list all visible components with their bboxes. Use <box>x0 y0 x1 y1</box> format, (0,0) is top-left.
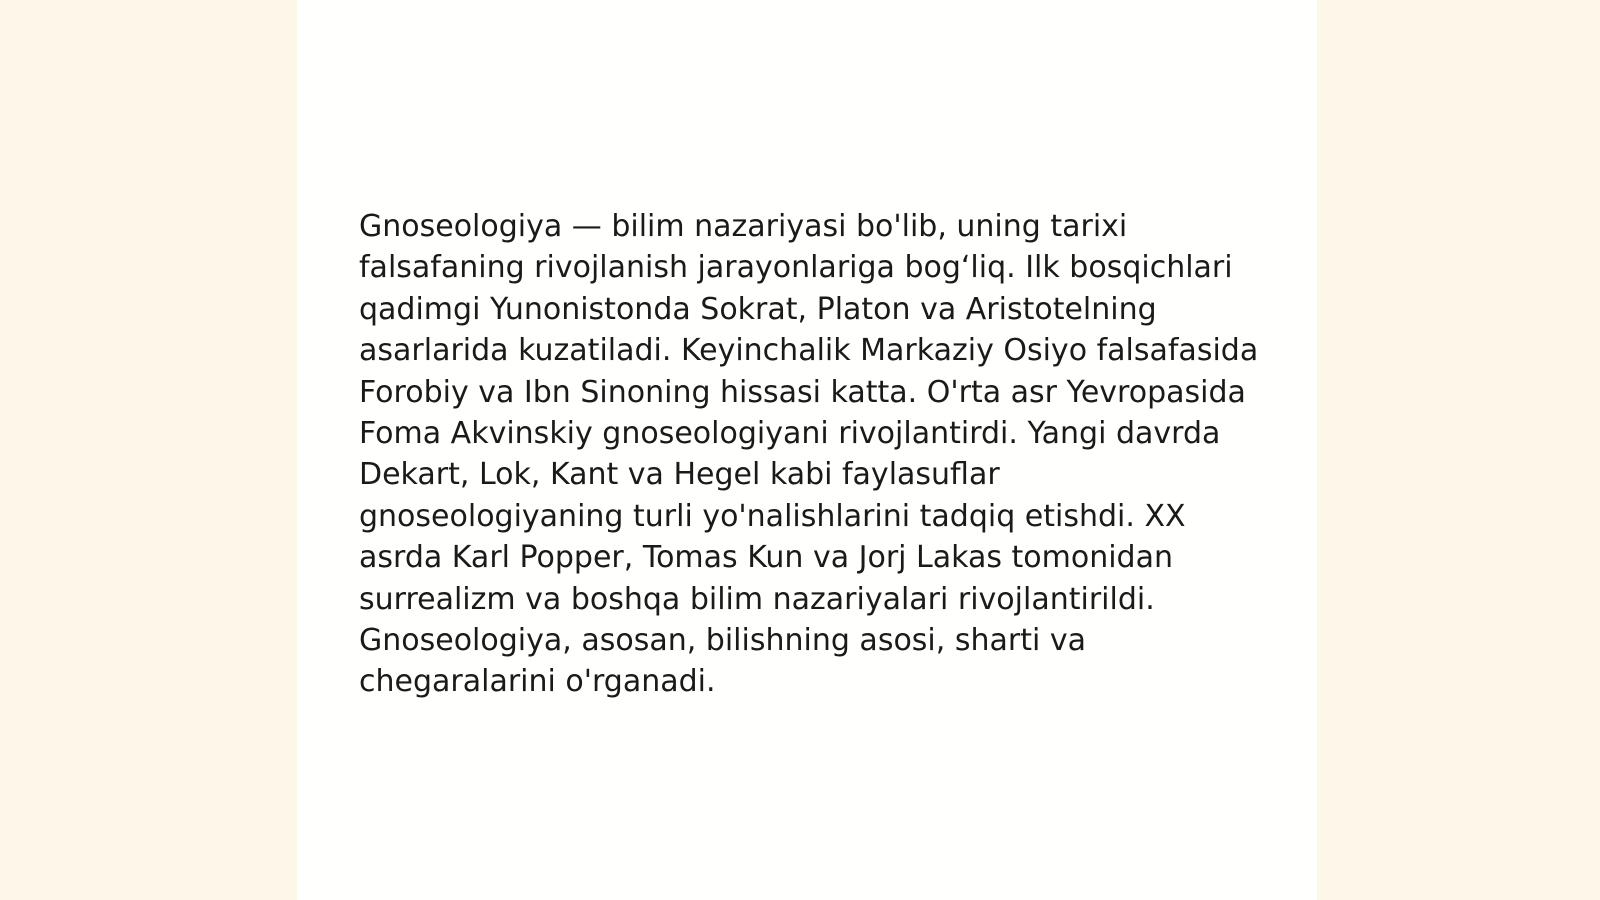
slide-body-text: Gnoseologiya — bilim nazariyasi bo'lib, uning tarixi falsafaning rivojlanish jarayonlariga bog‘liq. Ilk bosqichlari qadimgi Yunonistonda Sokrat, Platon va Aristotelning asarlarida kuzatiladi. Keyinchalik Markaziy Osiyo falsafasida Forobiy va Ibn Sinoning hissasi katta. O'rta asr Yevropasida Foma Akvinskiy gnoseologiyani rivojlantirdi. Yangi davrda Dekart, Lok, Kant va Hegel kabi faylasuflar gnoseologiyaning turli yo'nalishlarini tadqiq etishdi. XX asrda Karl Popper, Tomas Kun va Jorj Lakas tomonidan surrealizm va boshqa bilim nazariyalari rivojlantirildi. Gnoseologiya, asosan, bilishning asosi, sharti va chegaralarini o'rganadi. <box>359 209 1259 700</box>
slide <box>297 0 1317 900</box>
